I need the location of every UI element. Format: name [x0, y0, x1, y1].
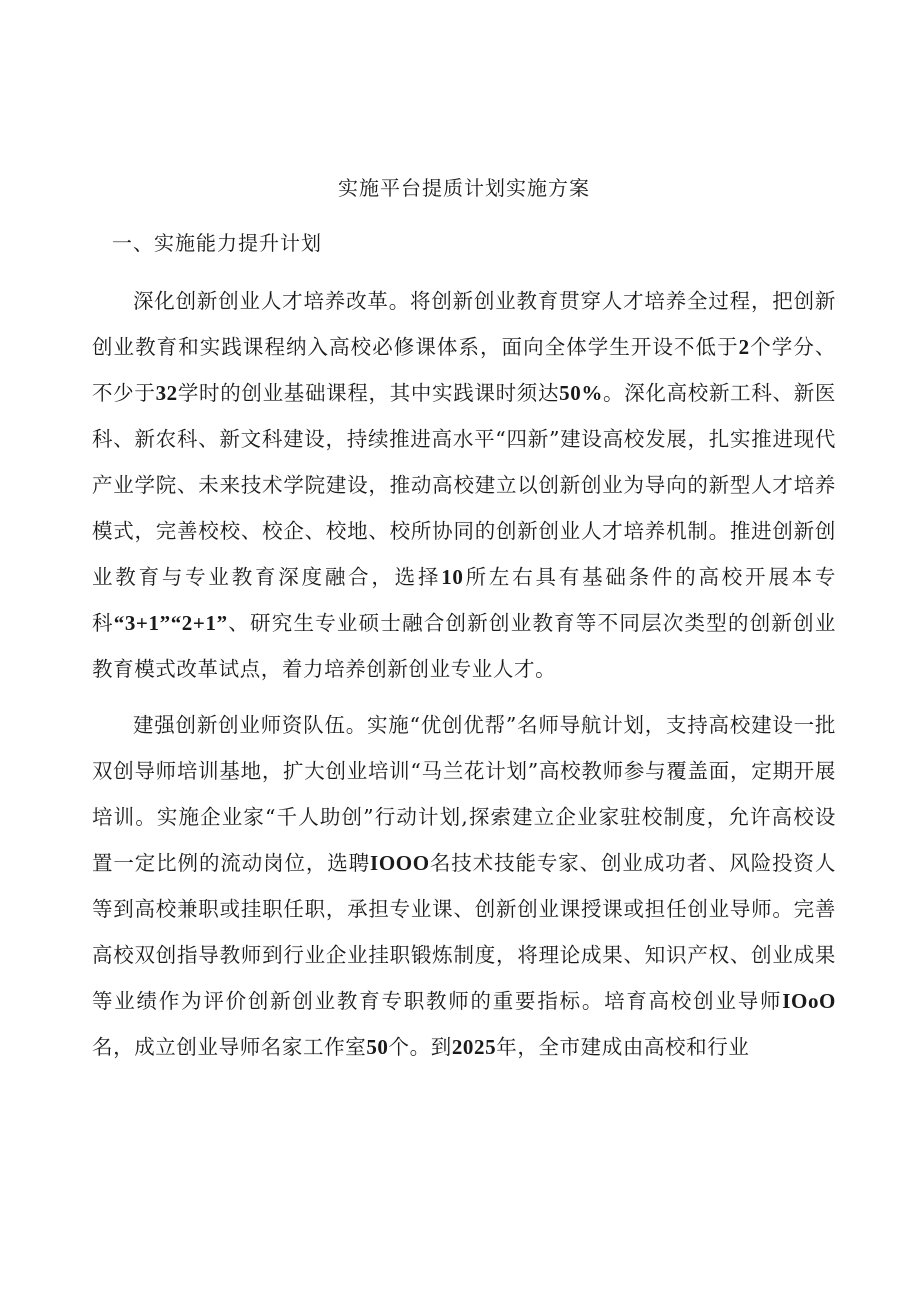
text-run: 所左右具有基础条件的高校开展本专科: [92, 565, 837, 635]
bold-number: “3+1”“2+1”: [113, 611, 228, 635]
bold-number: 2: [738, 335, 750, 359]
text-run: 建强创新创业师资队伍。实施“优创优帮”名师导航计划，支持高校建设一批双创导师培训基地，扩大创业培训“马兰花计划”高校教师参与覆盖面，定期开展培训。实施企业家“千人助创”行动计划,探索建立企业家驻校制度，允许高校设置一定比例的流动岗位，选聘: [92, 713, 836, 875]
text-run: 学时的创业基础课程，其中实践课时须达: [177, 381, 560, 405]
bold-number: 50%: [559, 381, 603, 405]
paragraph-talent-training: [92, 278, 836, 692]
text-run: 名，成立创业导师名家工作室: [92, 1035, 367, 1059]
text-run: 年，全市建成由高校和行业: [496, 1035, 750, 1059]
bold-number: 10: [441, 565, 464, 589]
bold-number: 50: [366, 1035, 389, 1059]
section-heading: 一、实施能力提升计划: [112, 231, 322, 255]
bold-number: IOoO: [782, 989, 836, 1013]
document-title: 实施平台提质计划实施方案: [338, 176, 590, 200]
paragraph-faculty-team: [92, 702, 836, 1070]
text-run: 深化创新创业人才培养改革。将创新创业教育贯穿人才培养全过程，把创新创业教育和实践课程纳入高校必修课体系，面向全体学生开设不低于: [92, 289, 836, 359]
bold-number: 32: [155, 381, 178, 405]
text-run: 名技术技能专家、创业成功者、风险投资人等到高校兼职或挂职任职，承担专业课、创新创业课授课或担任创业导师。完善高校双创指导教师到行业企业挂职锻炼制度，将理论成果、知识产权、创业成果等业绩作为评价创新创业教育专职教师的重要指标。培育高校创业导师: [92, 851, 836, 1013]
text-run: 个学分、不少于: [92, 335, 837, 405]
text-run: 。深化高校新工科、新医科、新农科、新文科建设，持续推进高水平“四新”建设高校发展，扎实推进现代产业学院、未来技术学院建设，推动高校建立以创新创业为导向的新型人才培养模式，完善校校、校企、校地、校所协同的创新创业人才培养机制。推进创新创业教育与专业教育深度融合，选择: [92, 381, 836, 589]
bold-number: 2025: [451, 1035, 497, 1059]
bold-number: IOOO: [370, 851, 430, 875]
text-run: 个。到: [388, 1035, 452, 1059]
text-run: 、研究生专业硕士融合创新创业教育等不同层次类型的创新创业教育模式改革试点，着力培养创新创业专业人才。: [92, 611, 836, 681]
